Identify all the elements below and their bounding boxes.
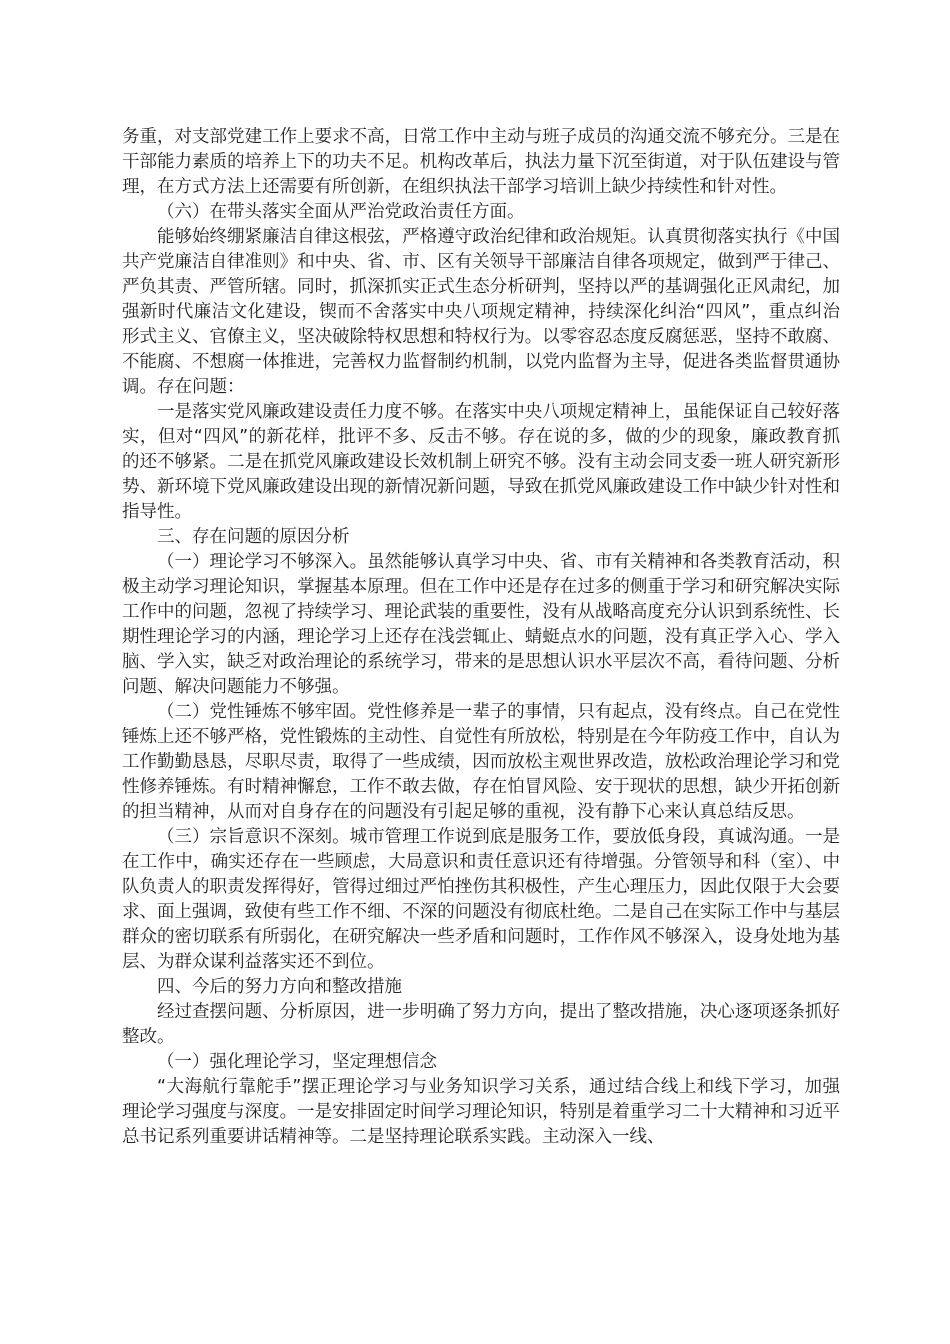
- paragraph-continuation: 务重，对支部党建工作上要求不高，日常工作中主动与班子成员的沟通交流不够充分。三是在干部能力素质的培养上下的功夫不足。机构改革后，执法力量下沉至街道，对于队伍建设与管理，在方式方法上还需要有所创新，在组织执法干部学习培训上缺少持续性和针对性。: [122, 127, 840, 197]
- paragraph-rectification-intro: 经过查摆问题、分析原因，进一步明确了努力方向，提出了整改措施，决心逐项逐条抓好整改。: [122, 1002, 840, 1047]
- paragraph-section-6-heading: （六）在带头落实全面从严治党政治责任方面。: [157, 202, 525, 222]
- document-page: [122, 125, 840, 1150]
- paragraph-strengthen-theory: “大海航行靠舵手”摆正理论学习与业务知识学习关系，通过结合线上和线下学习，加强理论学习强度与深度。一是安排固定时间学习理论知识，特别是着重学习二十大精神和习近平总书记系列重要讲话精神等。二是坚持理论联系实践。主动深入一线、: [122, 1077, 840, 1147]
- heading-cause-analysis: 三、存在问题的原因分析: [157, 527, 350, 547]
- paragraph-integrity-problems: 一是落实党风廉政建设责任力度不够。在落实中央八项规定精神上，虽能保证自己较好落实，但对“四风”的新花样，批评不多、反击不够。存在说的多，做的少的现象，廉政教育抓的还不够紧。二是在抓党风廉政建设长效机制上研究不够。没有主动会同支委一班人研究新形势、新环境下党风廉政建设出现的新情况新问题，导致在抓党风廉政建设工作中缺少针对性和指导性。: [122, 402, 840, 522]
- paragraph-cause-party-spirit: （二）党性锤炼不够牢固。党性修养是一辈子的事情，只有起点，没有终点。自己在党性锤炼上还不够严格，党性锻炼的主动性、自觉性有所放松，特别是在今年防疫工作中，自认为工作勤勤恳恳，尽职尽责，取得了一些成绩，因而放松主观世界改造，放松政治理论学习和党性修养锤炼。有时精神懈怠，工作不敢去做，存在怕冒风险、安于现状的思想，缺少开拓创新的担当精神，从而对自身存在的问题没有引起足够的重视，没有静下心来认真总结反思。: [122, 702, 840, 822]
- paragraph-cause-theory-study: （一）理论学习不够深入。虽然能够认真学习中央、省、市有关精神和各类教育活动，积极主动学习理论知识，掌握基本原理。但在工作中还是存在过多的侧重于学习和研究解决实际工作中的问题，忽视了持续学习、理论武装的重要性，没有从战略高度充分认识到系统性、长期性理论学习的内涵，理论学习上还存在浅尝辄止、蜻蜓点水的问题，没有真正学入心、学入脑、学入实，缺乏对政治理论的系统学习，带来的是思想认识水平层次不高，看待问题、分析问题、解决问题能力不够强。: [122, 552, 840, 697]
- paragraph-cause-service-purpose: （三）宗旨意识不深刻。城市管理工作说到底是服务工作，要放低身段，真诚沟通。一是在工作中，确实还存在一些顾虑，大局意识和责任意识还有待增强。分管领导和科（室）、中队负责人的职责发挥得好，管得过细过严怕挫伤其积极性，产生心理压力，因此仅限于大会要求、面上强调，致使有些工作不细、不深的问题没有彻底杜绝。二是自己在实际工作中与基层群众的密切联系有所弱化，在研究解决一些矛盾和问题时，工作作风不够深入，设身处地为基层、为群众谋利益落实还不到位。: [122, 827, 840, 972]
- heading-rectification-measures: 四、今后的努力方向和整改措施: [157, 977, 402, 997]
- paragraph-integrity-discipline: 能够始终绷紧廉洁自律这根弦，严格遵守政治纪律和政治规矩。认真贯彻落实执行《中国共产党廉洁自律准则》和中央、省、市、区有关领导干部廉洁自律各项规定，做到严于律己、严负其责、严管所辖。同时，抓深抓实正式生态分析研判，坚持以严的基调强化正风肃纪，加强新时代廉洁文化建设，锲而不舍落实中央八项规定精神，持续深化纠治“四风”，重点纠治形式主义、官僚主义，坚决破除特权思想和特权行为。以零容忍态度反腐惩恶，坚持不敢腐、不能腐、不想腐一体推进，完善权力监督制约机制，以党内监督为主导，促进各类监督贯通协调。存在问题：: [122, 227, 840, 397]
- subheading-strengthen-theory: （一）强化理论学习，坚定理想信念: [157, 1052, 437, 1072]
